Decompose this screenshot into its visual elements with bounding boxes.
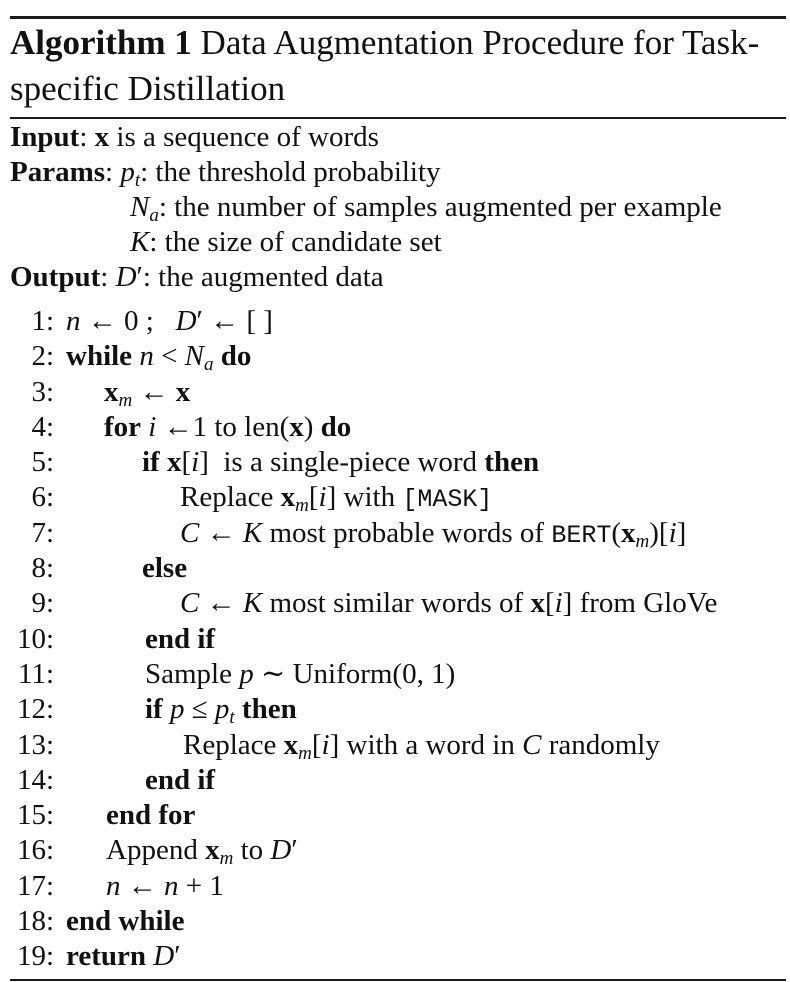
- param-na-line: $N_a$: the number of samples augmented per example: [130, 191, 722, 226]
- bottom-rule: [10, 979, 786, 981]
- step-16: [10, 833, 786, 868]
- line-number: 4:: [31, 410, 54, 443]
- step-code: end for: [106, 799, 196, 832]
- step-12: [10, 692, 786, 727]
- step-code: else: [142, 552, 188, 585]
- params-line: Params: $p_t$: the threshold probability: [10, 156, 441, 191]
- param-pt-text: : the threshold probability: [140, 156, 441, 188]
- top-rule: [10, 16, 786, 19]
- step-code: Append $x_m$ to D′: [106, 834, 298, 870]
- line-number: 2:: [31, 340, 54, 373]
- step-code: if x[i] is a single-piece word then: [142, 446, 540, 479]
- step-5: [10, 445, 786, 480]
- line-number: 13:: [16, 728, 54, 761]
- line-number: 17:: [16, 869, 54, 902]
- line-number: 8:: [31, 552, 54, 585]
- line-number: 3:: [31, 375, 54, 408]
- input-label: Input: [10, 121, 80, 153]
- algorithm-steps: [10, 304, 786, 975]
- step-9: [10, 586, 786, 621]
- line-number: 19:: [16, 940, 54, 973]
- step-code: end if: [145, 763, 216, 796]
- output-label: Output: [10, 261, 101, 293]
- params-label: Params: [10, 156, 106, 188]
- line-number: 9:: [31, 587, 54, 620]
- line-number: 15:: [16, 799, 54, 832]
- step-code: Replace $x_m[i]$ with a word in C randomly: [183, 728, 660, 764]
- step-code: if $p \le p_t$ then: [145, 693, 297, 729]
- step-3: [10, 375, 786, 410]
- line-number: 11:: [18, 657, 54, 690]
- step-18: [10, 904, 786, 939]
- step-code: while $n < N_a$ do: [66, 340, 252, 376]
- line-number: 16:: [16, 834, 54, 867]
- step-14: [10, 763, 786, 798]
- step-code: n ← 0 ; D′ ← [ ]: [66, 305, 273, 337]
- line-number: 5:: [31, 446, 54, 479]
- output-text: : the augmented data: [142, 261, 384, 293]
- param-k-line: K: the size of candidate set: [130, 226, 442, 258]
- algorithm-header: [10, 120, 786, 295]
- input-text: is a sequence of words: [116, 121, 379, 153]
- line-number: 6:: [31, 481, 54, 514]
- param-na-text: : the number of samples augmented per example: [158, 191, 722, 223]
- step-19: [10, 939, 786, 974]
- step-15: [10, 798, 786, 833]
- line-number: 12:: [16, 693, 54, 726]
- step-code: C ← K most similar words of x[i] from GloVe: [180, 587, 718, 620]
- step-6: [10, 480, 786, 515]
- step-code: end while: [66, 905, 185, 938]
- output-line: Output: D′: the augmented data: [10, 261, 384, 293]
- step-11: [10, 657, 786, 692]
- param-k-text: : the size of candidate set: [149, 226, 442, 258]
- step-4: [10, 410, 786, 445]
- line-number: 18:: [16, 905, 54, 938]
- step-code: return D′: [66, 940, 181, 973]
- step-2: [10, 339, 786, 374]
- step-17: [10, 869, 786, 904]
- line-number: 1:: [31, 305, 54, 337]
- line-number: 14:: [16, 763, 54, 796]
- step-code: for i ←1 to len(x) do: [104, 410, 352, 443]
- line-number: 10:: [16, 622, 54, 655]
- algorithm-title: [10, 20, 786, 112]
- step-13: [10, 728, 786, 763]
- step-10: [10, 622, 786, 657]
- line-number: 7:: [31, 516, 54, 549]
- step-code: Replace $x_m[i]$ with [MASK]: [180, 481, 493, 517]
- header-rule: [10, 117, 786, 119]
- step-code: n ← n + 1: [106, 869, 224, 902]
- step-code: C ← K most probable words of $BERT(x_m)[i]$: [180, 516, 687, 552]
- algorithm-name: Data Augmentation Procedure for Task-specific Distillation: [10, 23, 760, 108]
- step-1: [10, 304, 786, 339]
- step-7: [10, 516, 786, 551]
- step-code: end if: [145, 622, 216, 655]
- input-line: Input: x is a sequence of words: [10, 121, 379, 153]
- step-8: [10, 551, 786, 586]
- step-code: $x_m$ ← x: [104, 375, 191, 411]
- step-code: Sample p ∼ Uniform(0, 1): [145, 657, 456, 690]
- algorithm-label: Algorithm 1: [10, 23, 192, 62]
